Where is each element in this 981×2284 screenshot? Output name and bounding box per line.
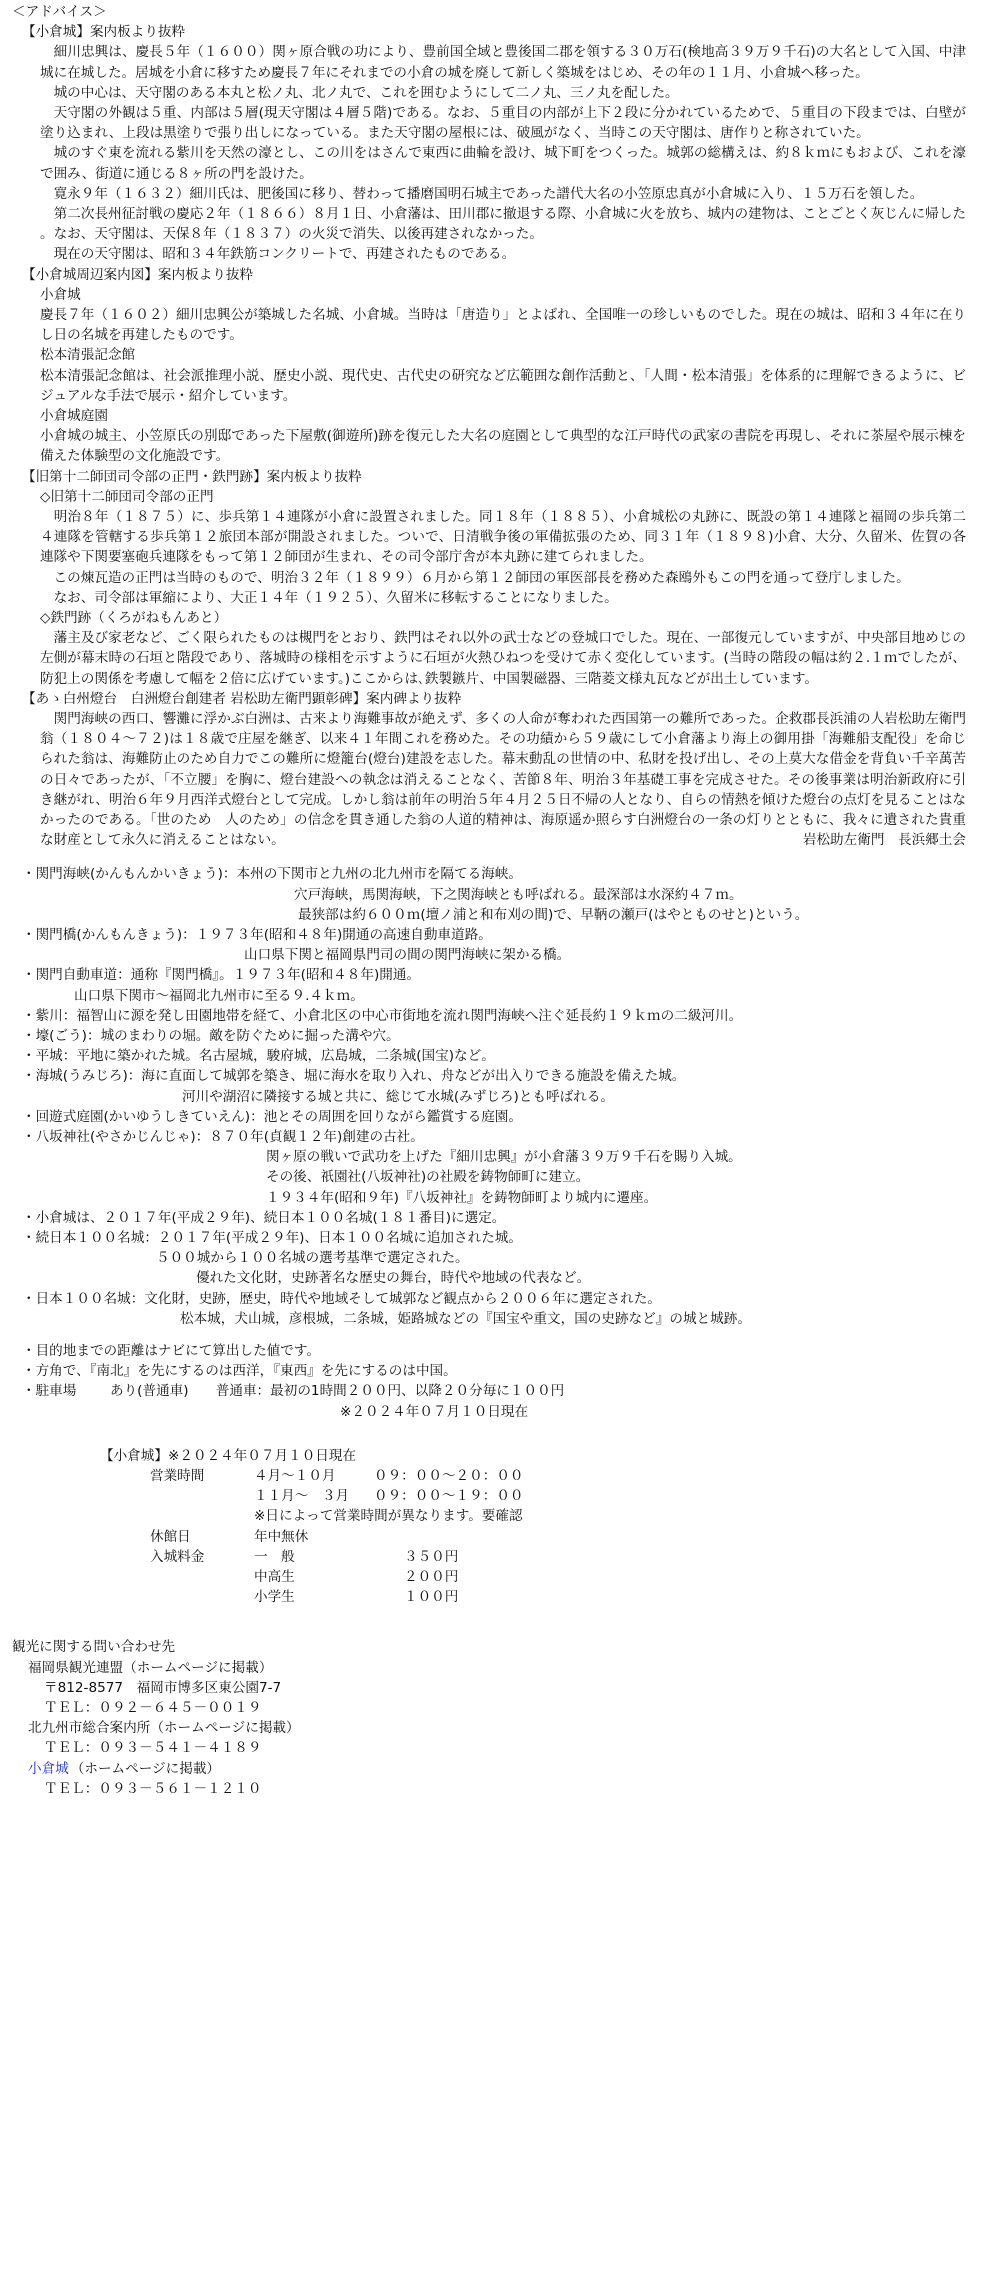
kokura-paragraph: 天守閣の外観は５重、内部は５層(現天守閣は４層５階)である。なお、５重目の内部が上下２段に分かれているためで、５重目の下段までは、白壁が塗り込まれ、上段は黒塗りで張り出しになっている。また天守閣の屋根には、破風がなく、当時この天守閣は、唐作りと称されていた。 [40, 105, 966, 142]
hours-note: ※日によって営業時間が異なります。要確認 [254, 1508, 523, 1525]
lighthouse-paragraph: 関門海峡の西口、響灘に浮かぶ白洲は、古来より海難事故が絶えず、多くの人命が奪われた西国第一の難所であった。企救郡長浜浦の人岩松助左衛門翁（１８０４～７２)は１８歳で庄屋を継ぎ、以来４１年間これを務めた。その功績から５９歳にして小倉藩より海上の御用掛「海難船支配役」を命じられた翁は、海難防止のため自力でこの難所に燈籠台(燈台)建設を志した。幕末動乱の世情の中、私財を投げ出し、その上莫大な借金を背負い千辛萬苦の日々であったが、「不立腰」を胸に、燈台建設への執念は消えることなく、苦節８年、明治３年基礎工事を完成させた。その後事業は明治新政府に引き継がれ、明治６年９月西洋式燈台として完成。しかし翁は前年の明治５年４月２５日不帰の人となり、自らの情熱を傾けた燈台の点灯を見ることはなかったのである。「世のため 人のため」の信念を貫き通した翁の人道的精神は、海原遥か照らす白洲燈台の一条の灯りとともに、我々に遺された貴重な財産として永久に消えることはない。 [40, 711, 966, 849]
hours-period: ４月～１０月 [254, 1468, 336, 1484]
glossary-detail: 最狭部は約６００ｍ(壇ノ浦と和布刈の間)で、早鞆の瀬戸(はやとものせと)という。 [298, 906, 809, 923]
glossary-term: ・日本１００名城：文化財，史跡，歴史，時代や地域そして城郭など観点から２００６年に選定された。 [22, 1290, 661, 1307]
fee-category: 一 般 [254, 1548, 295, 1565]
area-map-subheading: 小倉城庭園 [40, 408, 108, 424]
area-map-subheading: 小倉城 [40, 286, 81, 303]
gate-paragraph: 明治８年（１８７５）に、歩兵第１４連隊が小倉に設置されました。同１８年（１８８５）、小倉城松の丸跡に、既設の第１４連隊と福岡の歩兵第二４連隊を管轄する歩兵第１２旅団本部が開設されました。ついで、日清戦争後の軍備拡張のため、同３１年（１８９８)小倉、大分、久留米、佐賀の各連隊や下関要塞砲兵連隊をもって第１２師団が生まれ、その司令部庁舎が本丸跡に建てられました。 [40, 509, 966, 566]
glossary-detail: 山口県下関と福岡県門司の間の関門海峡に架かる橋。 [244, 947, 571, 964]
section-title-lighthouse: 【あゝ白州燈台 白洲燈台創建者 岩松助左衛門顕彰碑】案内碑より抜粋 [22, 690, 462, 707]
glossary-detail: 穴戸海峡，馬関海峡，下之関海峡とも呼ばれる。最深部は水深約４７ｍ。 [294, 886, 743, 903]
contact-fukuoka-tel: ＴＥＬ：０９２－６４５－００１９ [44, 1700, 262, 1716]
gate-paragraph: なお、司令部は軍縮により、大正１４年（１９２５）、久留米に移転することになりました。 [40, 589, 618, 606]
fee-price: ２００円 [404, 1569, 459, 1585]
glossary-term: ・小倉城は、２０１７年(平成２９年)、続日本１００名城(１８１番目)に選定。 [22, 1209, 506, 1226]
contact-fukuoka-address: 〒812-8577 福岡市博多区東公園7-7 [44, 1679, 282, 1696]
kokura-paragraph: 現在の天守閣は、昭和３４年鉄筋コンクリートで、再建されたものである。 [40, 246, 516, 263]
glossary-term: ・壕(ごう)：城のまわりの堀。敵を防ぐために掘った溝や穴。 [22, 1028, 400, 1044]
glossary-term: ・関門海峡(かんもんかいきょう)：本州の下関市と九州の北九州市を隔てる海峡。 [22, 866, 522, 883]
glossary-term: ・続日本１００名城：２０１７年(平成２９年)、日本１００名城に追加された城。 [22, 1230, 522, 1246]
area-map-paragraph: 小倉城の城主、小笠原氏の別邸であった下屋敷(御遊所)跡を復元した大名の庭園として典型的な江戸時代の武家の書院を再現し、それに茶屋や展示棟を備えた体験型の文化施設です。 [40, 428, 966, 465]
parking-date: ※２０２４年０７月１０日現在 [340, 1403, 529, 1420]
kokura-castle-link[interactable]: 小倉城 [28, 1760, 69, 1777]
parking-value: あり(普通車) 普通車：最初の1時間２００円、以降２０分毎に１００円 [110, 1383, 565, 1400]
glossary-term: ・関門自動車道：通称『関門橋』。１９７３年(昭和４８年)開通。 [22, 967, 421, 984]
glossary-detail: 優れた文化財，史跡著名な歴史の舞台，時代や地域の代表など。 [196, 1270, 591, 1287]
parking-label: ・駐車場 [22, 1383, 77, 1400]
glossary-term: ・回遊式庭園(かいゆうしきていえん)：池とその周囲を回りながら鑑賞する庭園。 [22, 1108, 522, 1125]
section-title-kokura: 【小倉城】案内板より抜粋 [22, 24, 186, 41]
fee-category: 小学生 [254, 1589, 295, 1606]
hours-period: １１月～ ３月 [254, 1488, 350, 1505]
area-map-paragraph: 慶長７年（１６０２）細川忠興公が築城した名城、小倉城。当時は「唐造り」とよばれ、全国唯一の珍しいものでした。現在の城は、昭和３４年に在りし日の名城を再建したものです。 [40, 307, 966, 344]
gate-subheading: ◇旧第十二師団司令部の正門 [40, 488, 214, 505]
contact-kitakyushu-tel: ＴＥＬ：０９３－５４１－４１８９ [44, 1740, 262, 1757]
iron-gate-paragraph: 藩主及び家老など、ごく限られたものは槻門をとおり、鉄門はそれ以外の武士などの登城口でした。現在、一部復元していますが、中央部目地めじの左側が幕末時の石垣と階段であり、落城時の様相を示すように石垣が火熱ひねつを受けて赤く変化しています。(当時の階段の幅は約２.１ｍでしたが、防犯上の関係を考慮して幅を２倍に広げています。)ここからは､鉄製鏃片、中国製磁器、三階菱文様丸瓦などが出土しています。 [40, 630, 966, 687]
glossary-term: ・八坂神社(やさかじんじゃ)：８７０年(貞観１２年)創建の古社。 [22, 1129, 424, 1145]
contacts-title: 観光に関する問い合わせ先 [12, 1639, 176, 1656]
closed-label: 休館日 [150, 1528, 191, 1545]
lighthouse-signature: 岩松助左衛門 長浜郷土会 [802, 832, 966, 849]
glossary-detail: 関ヶ原の戦いで武功を上げた『細川忠興』が小倉藩３９万９千石を賜り入城。 [266, 1149, 742, 1166]
note-direction: ・方角で、『南北』を先にするのは西洋，『東西』を先にするのは中国。 [22, 1363, 457, 1380]
kokura-paragraph: 寛永９年（１６３２）細川氏は、肥後国に移り、替わって播磨国明石城主であった譜代大名の小笠原忠真が小倉城に入り、１５万石を領した。 [40, 185, 924, 202]
fee-category: 中高生 [254, 1569, 295, 1585]
kokura-paragraph: 第二次長州征討戦の慶応２年（１８６６）８月１日、小倉藩は、田川郡に撤退する際、小倉城に火を放ち、城内の建物は、ことごとく灰じんに帰した。なお、天守閣は、天保８年（１８３７）の火災で消失、以後再建されなかった。 [40, 206, 966, 243]
area-map-subheading: 松本清張記念館 [40, 347, 136, 364]
glossary-detail: 松本城，犬山城，彦根城，二条城，姫路城などの『国宝や重文，国の史跡など』の城と城跡。 [180, 1310, 751, 1327]
section-title-area-map: 【小倉城周辺案内図】案内板より抜粋 [22, 266, 254, 283]
glossary-term: ・関門橋(かんもんきょう)：１９７３年(昭和４８年)開通の高速自動車道路。 [22, 927, 492, 943]
iron-gate-subheading: ◇鉄門跡（くろがねもんあと） [40, 610, 228, 626]
section-title-gate: 【旧第十二師団司令部の正門・鉄門跡】案内板より抜粋 [22, 468, 362, 485]
contact-fukuoka-name: 福岡県観光連盟（ホームページに掲載） [28, 1659, 273, 1676]
kokura-paragraph: 細川忠興は、慶長５年（１６００）関ヶ原合戦の功により、豊前国全域と豊後国二郡を領する３０万石(検地高３９万９千石)の大名として入国、中津城に在城した。居城を小倉に移すため慶長７年にそれまでの小倉の城を廃して新しく築城をはじめ、その年の１１月、小倉城へ移った。 [40, 44, 966, 81]
fee-price: ３５０円 [404, 1548, 459, 1565]
contact-kokura-tel: ＴＥＬ：０９３－５６１－１２１０ [44, 1780, 262, 1797]
hours-time: ０９：００～１９：００ [374, 1488, 524, 1505]
fee-label: 入城料金 [150, 1548, 205, 1565]
closed-value: 年中無休 [254, 1528, 309, 1545]
hours-time: ０９：００～２０：００ [374, 1468, 524, 1484]
area-map-paragraph: 松本清張記念館は、社会派推理小説、歴史小説、現代史、古代史の研究など広範囲な創作活動と、「人間・松本清張」を体系的に理解できるように、ビジュアルな手法で展示・紹介しています。 [40, 367, 966, 404]
hours-open-label: 営業時間 [150, 1468, 205, 1484]
glossary-term: ・海城(うみじろ)：海に直面して城郭を築き、堀に海水を取り入れ、舟などが出入りできる施設を備えた城。 [22, 1068, 686, 1085]
advice-heading: ＜アドバイス＞ [12, 4, 107, 20]
gate-paragraph: この煉瓦造の正門は当時のもので、明治３２年（１８９９）６月から第１２師団の軍医部長を務めた森鴎外もこの門を通って登庁しました。 [40, 569, 910, 586]
contact-kitakyushu-name: 北九州市総合案内所（ホームページに掲載） [28, 1720, 300, 1737]
glossary-detail: 河川や湖沼に隣接する城と共に、総じて水城(みずじろ)とも呼ばれる。 [182, 1088, 615, 1105]
glossary-detail: １９３４年(昭和９年)『八坂神社』を鋳物師町より城内に遷座。 [266, 1189, 658, 1206]
hours-title: 【小倉城】※２０２４年０７月１０日現在 [100, 1447, 357, 1464]
fee-price: １００円 [404, 1589, 459, 1606]
note-distance: ・目的地までの距離はナビにて算出した値です。 [22, 1343, 320, 1359]
kokura-paragraph: 城のすぐ東を流れる紫川を天然の濠とし、この川をはさんで東西に曲輪を設け、城下町をつくった。城郭の総構えは、約８ｋｍにもおよび、これを濠で囲み、街道に通じる８ヶ所の門を設けた。 [40, 145, 966, 182]
glossary-term: ・紫川：福智山に源を発し田園地帯を経て、小倉北区の中心市街地を流れ関門海峡へ注ぐ延長約１９ｋｍの二級河川。 [22, 1007, 743, 1024]
contact-kokura-suffix: （ホームページに掲載） [70, 1760, 221, 1777]
glossary-detail: ５００城から１００名城の選考基準で選定された。 [156, 1250, 469, 1267]
glossary-detail: 山口県下関市～福岡北九州市に至る９.４ｋｍ。 [74, 987, 364, 1004]
kokura-paragraph: 城の中心は、天守閣のある本丸と松ノ丸、北ノ丸で、これを囲むようにして二ノ丸、三ノ丸を配した。 [40, 84, 679, 101]
glossary-detail: その後、祇園社(八坂神社)の社殿を鋳物師町に建立。 [266, 1169, 590, 1186]
glossary-term: ・平城：平地に築かれた城。名古屋城，駿府城，広島城，二条城(国宝)など。 [22, 1048, 495, 1065]
